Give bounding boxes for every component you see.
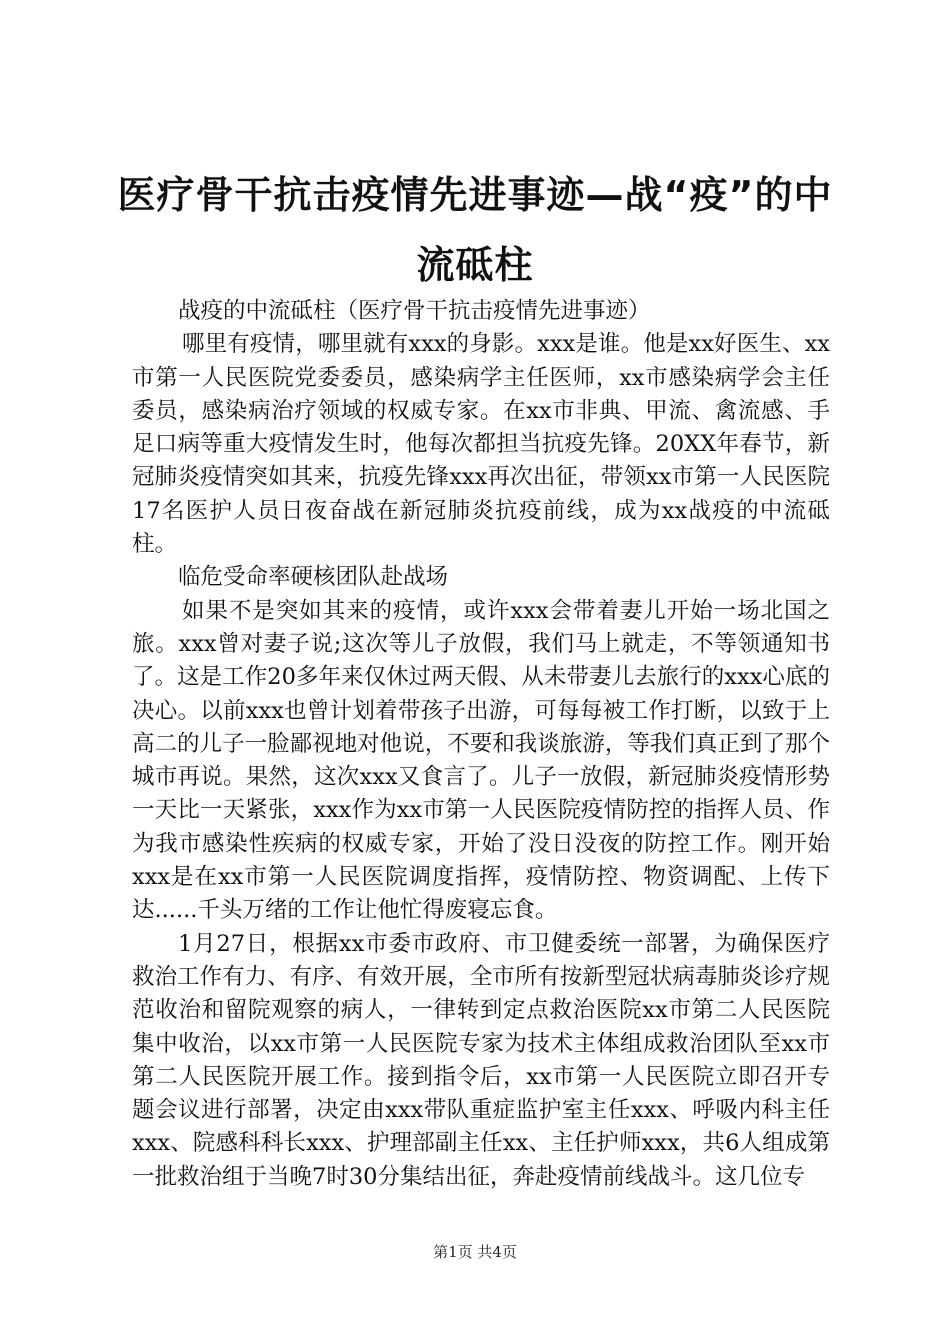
section-heading: 临危受命率硬核团队赴战场: [178, 564, 449, 591]
paragraph-deployment: 1月27日，根据xx市委市政府、市卫健委统一部署，为确保医疗救治工作有力、有序、有效开展，全市所有按新型冠状病毒肺炎诊疗规范收治和留院观察的病人，一律转到定点救治医院xx市第二人民医院集中收治，以xx市第一人民医院专家为技术主体组成救治团队至xx市第二人民医院开展工作。接到指令后，xx市第一人民医院立即召开专题会议进行部署，决定由xxx带队重症监护室主任xxx、呼吸内科主任xxx、院感科科长xxx、护理部副主任xx、主任护师xxx，共6人组成第一批救治组于当晚7时30分集结出征，奔赴疫情前线战斗。这几位专: [132, 930, 830, 1190]
page-footer: 第1页 共4页: [433, 1243, 517, 1261]
document-body: [132, 295, 830, 1194]
paragraph-intro: 哪里有疫情，哪里就有xxx的身影。xxx是谁。他是xx好医生、xx市第一人民医院党委委员，感染病学主任医师，xx市感染病学会主任委员，感染病治疗领域的权威专家。在xx市非典、甲流、禽流感、手足口病等重大疫情发生时，他每次都担当抗疫先锋。20XX年春节，新冠肺炎疫情突如其来，抗疫先锋xxx再次出征，带领xx市第一人民医院17名医护人员日夜奋战在新冠肺炎抗疫前线，成为xx战疫的中流砥柱。: [132, 331, 830, 558]
paragraph-subtitle: 战疫的中流砥柱（医疗骨干抗击疫情先进事迹）: [178, 298, 651, 324]
document-title: 医疗骨干抗击疫情先进事迹—战“疫”的中流砥柱: [117, 173, 833, 287]
paragraph-story: 如果不是突如其来的疫情，或许xxx会带着妻儿开始一场北国之旅。xxx曾对妻子说;这次等儿子放假，我们马上就走，不等领通知书了。这是工作20多年来仅休过两天假、从未带妻儿去旅行的xxx心底的决心。以前xxx也曾计划着带孩子出游，可每每被工作打断，以致于上高二的儿子一脸鄙视地对他说，不要和我谈旅游，等我们真正到了那个城市再说。果然，这次xxx又食言了。儿子一放假，新冠肺炎疫情形势一天比一天紧张，xxx作为xx市第一人民医院疫情防控的指挥人员、作为我市感染性疾病的权威专家，开始了没日没夜的防控工作。刚开始xxx是在xx市第一人民医院调度指挥，疫情防控、物资调配、上传下达......千头万绪的工作让他忙得废寝忘食。: [132, 597, 830, 924]
